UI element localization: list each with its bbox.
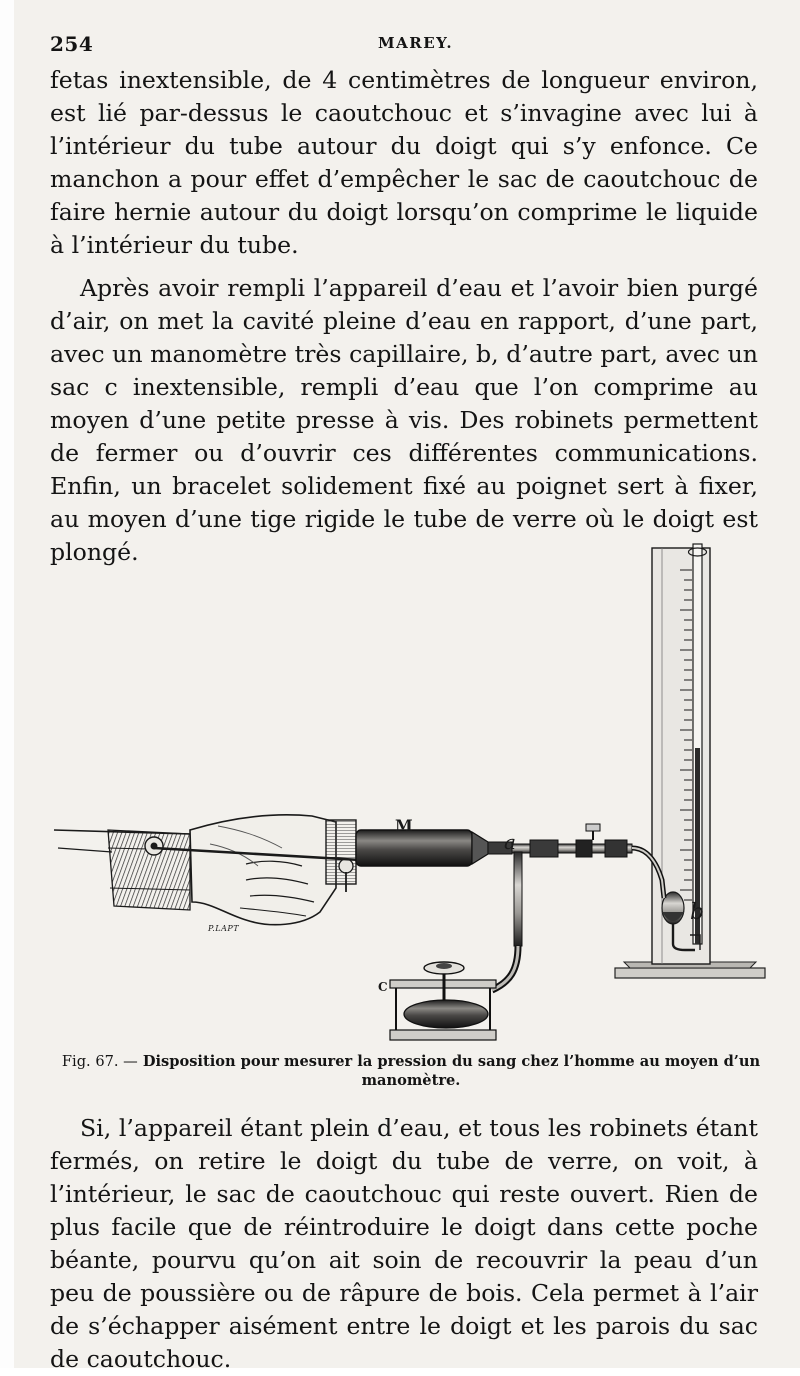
label-b: b [690,900,705,925]
running-head: MAREY. [378,34,454,52]
engraver-signature: P.LAPT [208,924,240,933]
label-a: a [504,830,516,854]
figure-number: Fig. 67. — [61,1053,138,1070]
body-text-bottom [50,1112,758,1376]
figure-caption-text: Disposition pour mesurer la pression du sang chez l’homme au moyen d’un manomètre. [142,1053,761,1089]
paragraph-conclusion: Si, l’appareil étant plein d’eau, et tous les robinets étant fermés, on retire le doigt du tube de verre, on voit, à l’intérieur, le sac de caoutchouc qui reste ouvert. Rien de plus facile que de réintroduire le doigt dans cette poche béante, pourvu qu’on ait soin de recouvrir la peau d’un peu de poussière ou de râpure de bois. Cela permet à l’air de s’échapper aisément entre le doigt et les parois du sac de caoutchouc. [50,1114,758,1373]
page-edge [0,0,14,1368]
glass-tube-M [356,830,512,866]
manometer-apparatus-illustration [40,530,780,1050]
label-c: C [378,980,388,994]
paragraph-continued: fetas inextensible, de 4 centimètres de longueur environ, est lié par-dessus le caoutchouc et s’invagine avec lui à l’intérieur du tube autour du doigt qui s’y enfonce. Ce manchon a pour effet d’empêcher le sac de caoutchouc de faire hernie autour du doigt lorsqu’on comprime le liquide à l’intérieur du tube. [50,66,758,259]
bracelet-and-hand [54,815,360,925]
figure-67 [40,530,780,1050]
body-text-top [50,64,758,569]
page-header [50,30,756,60]
figure-caption [58,1052,764,1090]
label-M: M [395,816,413,835]
page-number: 254 [50,32,94,56]
paragraph-apparatus: Après avoir rempli l’appareil d’eau et l’avoir bien purgé d’air, on met la cavité pleine d’eau en rapport, d’une part, avec un manomètre très capillaire, b, d’autre part, avec un sac c inextensible, rempli d’eau que l’on comprime au moyen d’une petite presse à vis. Des robinets permettent de fermer ou d’ouvrir ces différentes communications. Enfin, un bracelet solidement fixé au poignet sert à fixer, au moyen d’une tige rigide le tube de verre où le doigt est plongé. [50,274,758,566]
screw-press-c [390,962,496,1040]
